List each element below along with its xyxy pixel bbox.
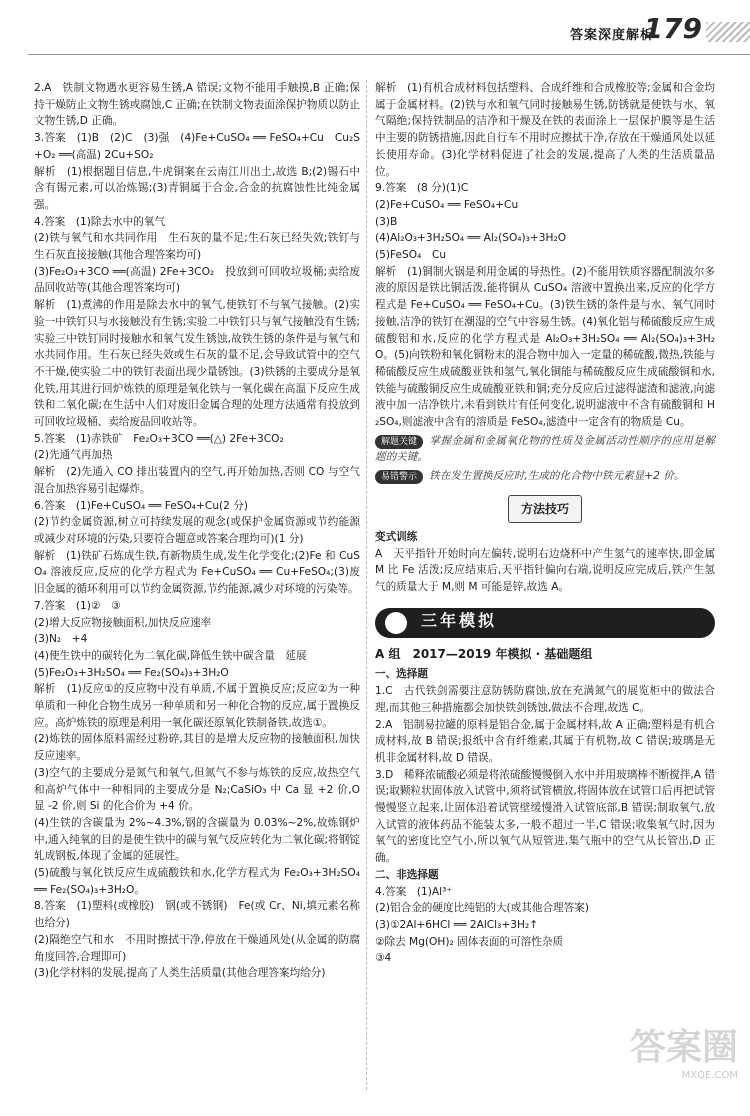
right-para: (4)Al₂O₃+3H₂SO₄ ══ Al₂(SO₄)₃+3H₂O bbox=[375, 232, 567, 245]
header-stripes-decoration bbox=[706, 22, 750, 42]
left-para: (2)先通气再加热 bbox=[34, 449, 113, 462]
right-para: 4.答案 (1)Al³⁺ bbox=[375, 885, 452, 898]
left-para: (5)Fe₂O₃+3H₂SO₄ ══ Fe₂(SO₄)₃+3H₂O bbox=[34, 666, 229, 679]
tip-warning bbox=[375, 468, 715, 485]
left-para: (3)化学材料的发展,提高了人类生活质量(其他合理答案均给分) bbox=[34, 967, 326, 980]
left-para: 4.答案 (1)除去水中的氧气 bbox=[34, 215, 166, 228]
watermark-big: 答案圈 bbox=[629, 1027, 738, 1068]
left-para: 解析 (1)反应①的反应物中没有单质,不属于置换反应;反应②为一种单质和一种化合物生成另一种单质和另一种化合物的反应,属于置换反应。高炉炼铁的原理是利用一氧化碳还原氧化铁制备铁,故选①。 bbox=[34, 683, 360, 729]
tip-warning-text: 铁在发生置换反应时,生成的化合物中铁元素显+2 价。 bbox=[429, 470, 685, 483]
left-para: (2)节约金属资源,树立可持续发展的观念(或保护金属资源或节约能源或减少对环境的污染,只要符合题意或答案合理均可)(1 分) bbox=[34, 516, 360, 545]
right-para: 1.C 古代铁剑需要注意防锈防腐蚀,放在充满氮气的展览柜中的做法合理,而其他三种措施都会加快铁剑锈蚀,做法不合理,故选 C。 bbox=[375, 685, 715, 714]
right-para: (5)FeSO₄ Cu bbox=[375, 249, 447, 262]
right-para: 3.D 稀释浓硫酸必须是将浓硫酸慢慢倒入水中并用玻璃棒不断搅拌,A 错误;取颗粒状固体放入试管中,须将试管横放,将固体放在试管口后再把试管慢慢竖立起来,让固体沿着试管壁缓慢滑入试管底部,B 错误;制取氧气,放入试管的液体药品不能装太多,一般不超过一半,C 错误;收集氧气时,因为氧气的密度比空气小,所以氧气从短管进,集气瓶中的空气从长管出,D 正确。 bbox=[375, 768, 715, 865]
left-para: (2)增大反应物接触面积,加快反应速率 bbox=[34, 616, 212, 629]
right-para: (2)Fe+CuSO₄ ══ FeSO₄+Cu bbox=[375, 198, 519, 211]
section-heading: 一、选择题 bbox=[375, 668, 428, 681]
left-para: 解析 (1)根据题目信息,牛虎铜案在云南江川出土,故选 B;(2)锡石中含有锡元素,可以冶炼锡;(3)青铜属于合金,合金的抗腐蚀性比纯金属强。 bbox=[34, 165, 360, 211]
watermark-logo bbox=[588, 1026, 738, 1106]
group-title: A 组 2017—2019 年模拟 · 基础题组 bbox=[375, 646, 593, 661]
left-para: 7.答案 (1)② ③ bbox=[34, 599, 121, 612]
runner-icon bbox=[385, 612, 407, 634]
header-title: 答案深度解析 bbox=[569, 28, 654, 43]
right-para: 解析 (1)有机合成材料包括塑料、合成纤维和合成橡胶等;金属和合金均属于金属材料。(2)铁与水和氧气同时接触易生锈,防锈就是使铁与水、氧气隔绝;保持铁制品的洁净和干燥及在铁的表面涂上一层保护膜等是生活中主要的防锈措施,因此自行车不用时应擦拭干净,存放在干燥通风处以延长使用寿命。(3)化学材料促进了社会的发展,提高了人类的生活质量品位。 bbox=[375, 82, 715, 178]
watermark-small: MXQE.COM bbox=[681, 1070, 738, 1081]
left-para: 2.A 铁制文物遇水更容易生锈,A 错误;文物不能用手触摸,B 正确;保持干燥防止文物生锈或腐蚀,C 正确;在铁制文物表面涂保护物质以防止文物生锈,D 正确。 bbox=[34, 82, 360, 128]
column-divider bbox=[366, 80, 367, 1090]
right-para: (3)B bbox=[375, 215, 398, 228]
left-para: 3.答案 (1)B (2)C (3)强 (4)Fe+CuSO₄ ══ FeSO₄+Cu Cu₂S+O₂ ══(高温) 2Cu+SO₂ bbox=[34, 132, 360, 161]
left-para: (4)使生铁中的碳转化为二氧化碳,降低生铁中碳含量 延展 bbox=[34, 649, 307, 662]
right-column bbox=[375, 80, 715, 967]
tip-warning-tag: 易错警示 bbox=[375, 470, 423, 484]
left-para: (2)炼铁的固体原料需经过粉碎,其目的是增大反应物的接触面积,加快反应速率。 bbox=[34, 733, 360, 763]
right-para: ②除去 Mg(OH)₂ 固体表面的可溶性杂质 bbox=[375, 935, 564, 948]
left-para: 解析 (1)铁矿石炼成生铁,有新物质生成,发生化学变化;(2)Fe 和 CuSO₄ 溶液反应,反应的化学方程式为 Fe+CuSO₄ ══ Cu+FeSO₄;(3)废旧金属的循环利用可以节约金属资源,节约能源,减少对环境的污染等。 bbox=[34, 549, 360, 596]
banner-label: 三年模拟 bbox=[421, 610, 498, 630]
left-para: (5)硫酸与氧化铁反应生成硫酸铁和水,化学方程式为 Fe₂O₃+3H₂SO₄ ══ Fe₂(SO₄)₃+3H₂O。 bbox=[34, 867, 360, 896]
page-header bbox=[0, 0, 750, 64]
left-para: 解析 (1)煮沸的作用是除去水中的氧气,使铁钉不与氧气接触。(2)实验一中铁钉只与水接触没有生锈;实验二中铁钉只与氧气接触没有生锈;实验三中铁钉同时接触水和氧气发生锈蚀,故铁生锈的条件是与氧气和水共同作用。生石灰已经失效或生石灰的量不足,会导致试管中的空气不干燥,使实验二中的铁钉表面出现少量锈蚀。(3)铁锈的主要成分是氧化铁,用其进行回炉炼铁的原理是氧化铁与一氧化碳在高温下反应生成铁和二氧化碳;在生活中人们对废旧金属合理的处理方法通常有投放到可回收垃圾桶、卖给废品回收站等。 bbox=[34, 299, 360, 429]
right-para: (2)铝合金的硬度比纯铝的大(或其他合理答案) bbox=[375, 902, 589, 915]
right-para: ③4 bbox=[375, 952, 392, 965]
header-rule bbox=[28, 54, 750, 55]
left-para: 解析 (2)先通入 CO 排出装置内的空气,再开始加热,否则 CO 与空气混合加热容易引起爆炸。 bbox=[34, 466, 360, 495]
right-para: 解析 (1)铜制火锅是利用金属的导热性。(2)不能用铁质容器配制波尔多液的原因是铁比铜活泼,能将铜从 CuSO₄ 溶液中置换出来,反应的化学方程式是 Fe+CuSO₄ ══ FeSO₄+Cu。(3)铁生锈的条件是与水、氧气同时接触,洁净的铁钉在潮湿的空气中容易生锈。(4)氧化铝与稀硫酸反应生成硫酸铝和水,反应的化学方程式是 Al₂O₃+3H₂SO₄ ══ Al₂(SO₄)₃+3H₂O。(5)向铁粉和氧化铜粉末的混合物中加入一定量的稀硫酸,微热,铁能与稀硫酸反应生成硫酸亚铁和氢气,氧化铜能与稀硫酸反应生成硫酸铜和水,铁能与硫酸铜反应生成硫酸亚铁和铜;充分反应后过滤得滤渣和滤液,向滤液中加一洁净铁片,未看到铁片有任何变化,说明滤液中不含有硫酸铜和 H₂SO₄,则滤液中含有的溶质是 FeSO₄,滤渣中一定含有的物质是 Cu。 bbox=[375, 265, 715, 429]
left-para: 8.答案 (1)塑料(或橡胶) 钢(或不锈钢) Fe(或 Cr、Ni,填元素名称也给分) bbox=[34, 900, 360, 930]
right-para: (3)①2Al+6HCl ══ 2AlCl₃+3H₂↑ bbox=[375, 918, 539, 931]
left-para: (2)隔绝空气和水 不用时擦拭干净,停放在干燥通风处(从金属的防腐角度回答,合理即可) bbox=[34, 933, 360, 963]
left-para: (2)铁与氧气和水共同作用 生石灰的量不足;生石灰已经失效;铁钉与生石灰直接接触(其他合理答案均可) bbox=[34, 232, 360, 262]
variant-heading: 变式训练 bbox=[375, 530, 418, 543]
left-para: (3)Fe₂O₃+3CO ══(高温) 2Fe+3CO₂ 投放到可回收垃圾桶;卖给废品回收站等(其他合理答案均可) bbox=[34, 265, 360, 295]
variant-answer: A 天平指针开始时向左偏转,说明右边烧杯中产生氢气的速率快,即金属 M 比 Fe 活泼;反应结束后,天平指针偏向右端,说明反应完成后,铁产生氢气的质量大于 M,则 M 可能是锌,故选 A。 bbox=[375, 547, 715, 593]
section-heading: 二、非选择题 bbox=[375, 868, 439, 881]
left-column bbox=[34, 80, 360, 982]
left-para: (4)生铁的含碳量为 2%~4.3%,钢的含碳量为 0.03%~2%,故炼钢炉中,通入纯氧的目的是使生铁中的碳与氧气反应转化为二氧化碳;将钢锭轧成钢板,体现了金属的延展性。 bbox=[34, 816, 360, 863]
left-para: (3)N₂ +4 bbox=[34, 633, 88, 646]
page-number: 179 bbox=[643, 12, 702, 45]
tip-key-text: 掌握金属和金属氧化物的性质及金属活动性顺序的应用是解题的关键。 bbox=[375, 434, 715, 464]
tip-key-tag: 解题关键 bbox=[375, 435, 423, 449]
left-para: 6.答案 (1)Fe+CuSO₄ ══ FeSO₄+Cu(2 分) bbox=[34, 499, 249, 512]
left-para: 5.答案 (1)赤铁矿 Fe₂O₃+3CO ══(△) 2Fe+3CO₂ bbox=[34, 432, 284, 445]
right-para: 9.答案 (8 分)(1)C bbox=[375, 182, 469, 195]
tip-key bbox=[375, 433, 715, 466]
method-tips-box: 方法技巧 bbox=[508, 495, 582, 523]
right-para: 2.A 铝制易拉罐的原料是铝合金,属于金属材料,故 A 正确;塑料是有机合成材料,故 B 错误;报纸中含有纤维素,其属于有机物,故 C 错误;玻璃是无机非金属材料,故 D 错误。 bbox=[375, 718, 715, 764]
left-para: (3)空气的主要成分是氮气和氧气,但氮气不参与炼铁的反应,故热空气和高炉气体中一种相同的主要成分是 N₂;CaSiO₃ 中 Ca 显 +2 价,O 显 -2 价,则 Si 的化合价为 +4 价。 bbox=[34, 766, 360, 813]
three-year-mock-banner bbox=[375, 608, 715, 638]
